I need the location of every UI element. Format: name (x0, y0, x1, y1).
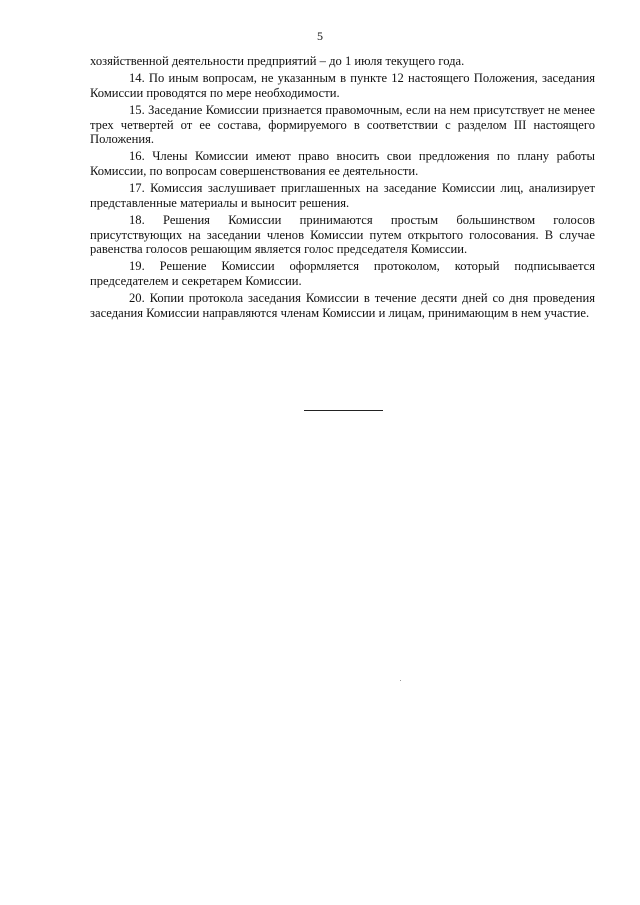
document-body (90, 54, 595, 323)
paragraph-continuation: хозяйственной деятельности предприятий – до 1 июля текущего года. (90, 54, 465, 68)
paragraph-14: 14. По иным вопросам, не указанным в пункте 12 настоящего Положения, заседания Комиссии проводятся по мере необходимости. (90, 71, 595, 100)
page-number: 5 (317, 29, 323, 43)
paragraph-20: 20. Копии протокола заседания Комиссии в течение десяти дней со дня проведения заседания Комиссии направляются членам Комиссии и лицам, принимающим в нем участие. (90, 291, 595, 320)
paragraph-15: 15. Заседание Комиссии признается правомочным, если на нем присутствует не менее трех четвертей от ее состава, формируемого в соответствии с разделом III настоящего Положения. (90, 102, 595, 147)
end-separator-line (304, 410, 383, 411)
scan-speck (400, 680, 401, 681)
paragraph-16: 16. Члены Комиссии имеют право вносить свои предложения по плану работы Комиссии, по вопросам совершенствования ее деятельности. (90, 149, 595, 178)
paragraph-19: 19. Решение Комиссии оформляется протоколом, который подписывается председателем и секретарем Комиссии. (90, 259, 595, 288)
paragraph-18: 18. Решения Комиссии принимаются простым большинством голосов присутствующих на заседании членов Комиссии путем открытого голосования. В случае равенства голосов решающим является голос председателя Комиссии. (90, 212, 595, 257)
paragraph-17: 17. Комиссия заслушивает приглашенных на заседание Комиссии лиц, анализирует представленные материалы и выносит решения. (90, 181, 595, 210)
